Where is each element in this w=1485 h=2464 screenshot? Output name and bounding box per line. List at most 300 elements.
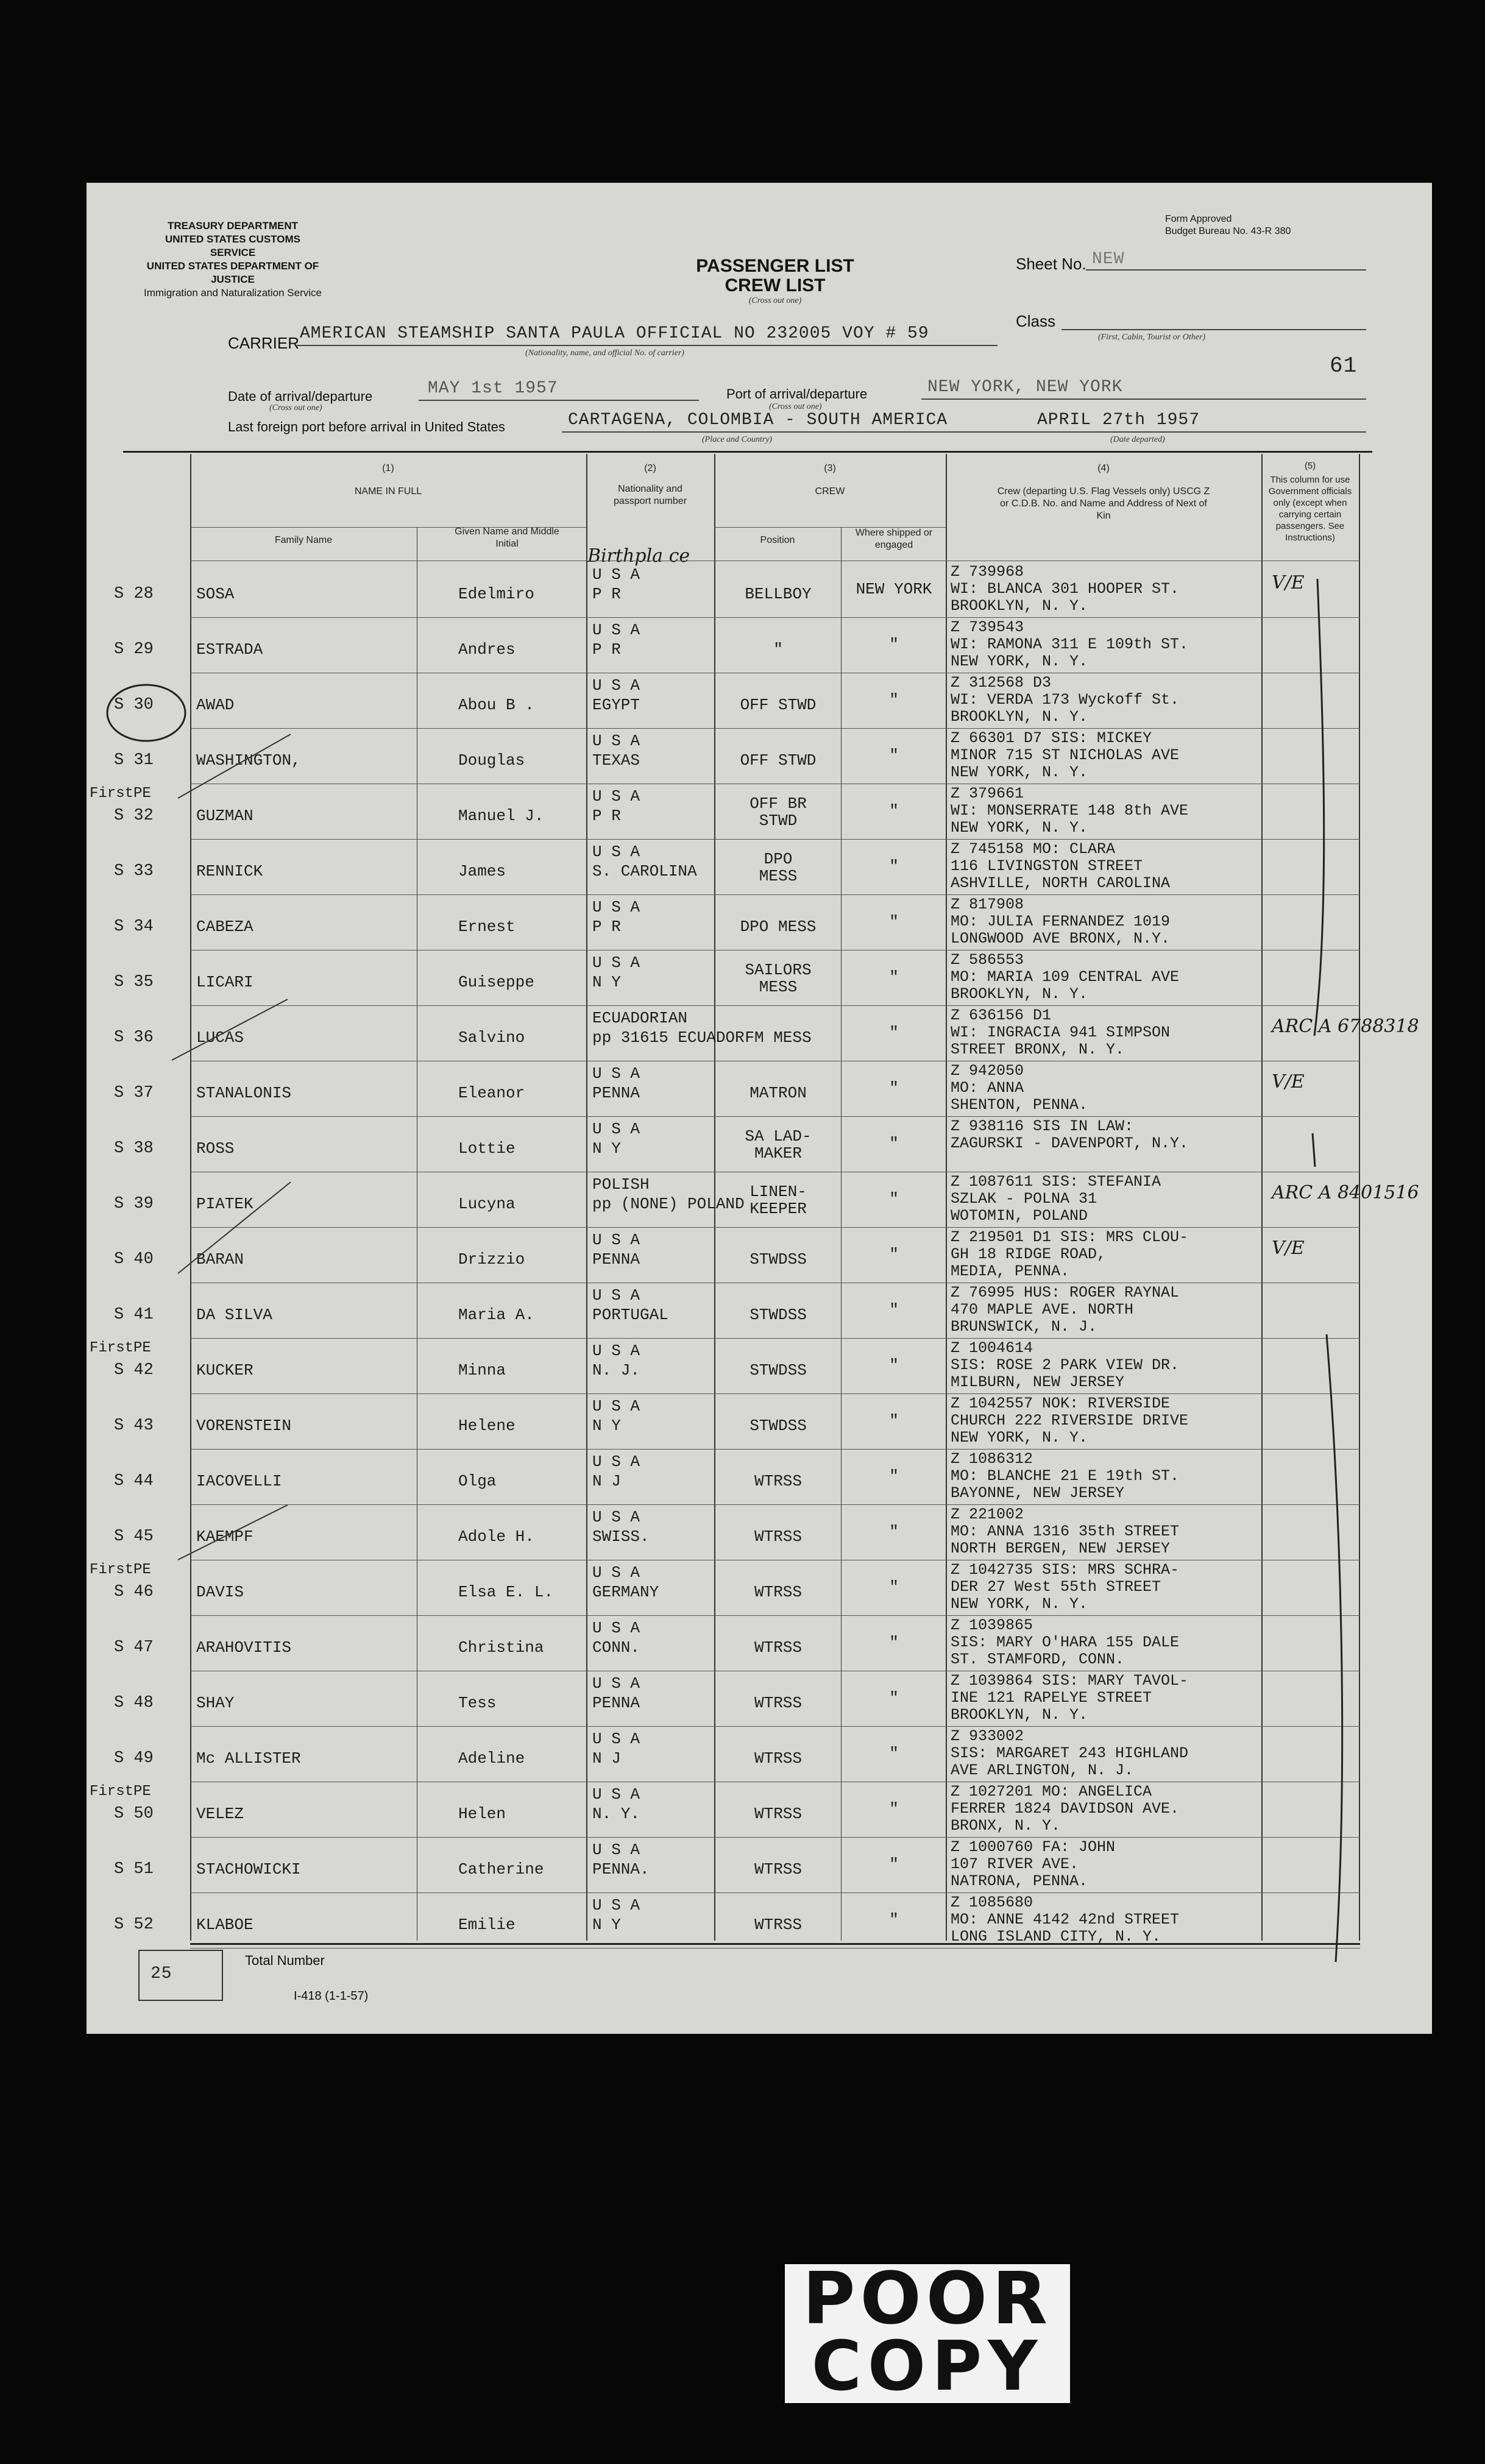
port-note: (Cross out one) [769, 402, 822, 411]
kin-line: MO: MARIA 109 CENTRAL AVE [951, 968, 1180, 986]
col1a-head: Family Name [274, 535, 333, 545]
kin-line: AVE ARLINGTON, N. J. [951, 1761, 1134, 1779]
nationality-line: P R [592, 640, 621, 659]
nationality-line: N. Y. [592, 1805, 640, 1823]
nationality-line: U S A [592, 1453, 640, 1471]
kin-line: Z 1004614 [951, 1339, 1033, 1357]
given-name: Tess [458, 1694, 497, 1712]
given-name: Edelmiro [458, 585, 534, 603]
position: WTRSS [754, 1638, 802, 1657]
kin-line: WI: INGRACIA 941 SIMPSON [951, 1024, 1171, 1041]
row-number: S 50 [114, 1805, 154, 1823]
nationality-line: U S A [592, 565, 640, 584]
kin-line: Z 942050 [951, 1062, 1024, 1080]
nationality-line: U S A [592, 1730, 640, 1748]
given-name: Olga [458, 1472, 497, 1490]
col2-title: Nationality and passport number [613, 484, 687, 506]
poor-copy-stamp [785, 2256, 1070, 2406]
given-name: Andres [458, 640, 516, 659]
family-name: IACOVELLI [196, 1472, 282, 1490]
form-approved-line: Budget Bureau No. 43-R 380 [1165, 226, 1291, 236]
kin-line: MINOR 715 ST NICHOLAS AVE [951, 746, 1180, 764]
kin-line: Z 312568 D3 [951, 674, 1052, 692]
kin-line: Z 76995 HUS: ROGER RAYNAL [951, 1284, 1180, 1301]
official-note: ARC A 6788318 [1272, 1016, 1419, 1037]
nationality-line: U S A [592, 1342, 640, 1360]
position: KEEPER [750, 1200, 807, 1218]
col3-num: (3) [824, 463, 836, 473]
kin-line: SZLAK - POLNA 31 [951, 1190, 1097, 1208]
nationality-line: N Y [592, 1916, 621, 1934]
nationality-line: PENNA. [592, 1860, 650, 1878]
nationality-line: N J [592, 1749, 621, 1768]
family-name: LUCAS [196, 1028, 244, 1047]
port-value: NEW YORK, NEW YORK [927, 378, 1123, 397]
where-shipped: " [889, 1578, 899, 1596]
kin-line: WI: BLANCA 301 HOOPER ST. [951, 580, 1180, 598]
where-shipped: " [889, 1523, 899, 1541]
slash-mark [172, 999, 288, 1060]
position: " [773, 640, 783, 659]
position: LINEN- [750, 1183, 807, 1201]
nationality-line: TEXAS [592, 751, 640, 770]
kin-line: LONGWOOD AVE BRONX, N.Y. [951, 930, 1171, 947]
kin-line: BRONX, N. Y. [951, 1817, 1061, 1835]
position: WTRSS [754, 1528, 802, 1546]
given-name: Adeline [458, 1749, 525, 1768]
nationality-line: U S A [592, 1397, 640, 1415]
kin-line: DER 27 West 55th STREET [951, 1578, 1161, 1596]
row-number: S 38 [114, 1139, 154, 1158]
agency-line: UNITED STATES CUSTOMS SERVICE [165, 233, 300, 258]
where-shipped: " [889, 802, 899, 820]
where-shipped: " [889, 1689, 899, 1707]
crew-list-sheet [87, 183, 1432, 2034]
nationality-line: PENNA [592, 1694, 640, 1712]
kin-line: 470 MAPLE AVE. NORTH [951, 1301, 1134, 1319]
kin-line: BROOKLYN, N. Y. [951, 708, 1088, 726]
kin-line: BROOKLYN, N. Y. [951, 597, 1088, 615]
nationality-line: U S A [592, 1674, 640, 1693]
kin-line: Z 933002 [951, 1727, 1024, 1745]
slash-mark [178, 734, 291, 798]
given-name: Minna [458, 1361, 506, 1379]
row-number: S 45 [114, 1528, 154, 1546]
where-shipped: " [889, 1245, 899, 1264]
kin-line: Z 739968 [951, 563, 1024, 581]
nationality-line: U S A [592, 1563, 640, 1582]
kin-line: MO: ANNE 4142 42nd STREET [951, 1911, 1180, 1928]
row-prefix-note: FirstPE [90, 785, 151, 802]
given-name: Emilie [458, 1916, 516, 1934]
kin-line: SHENTON, PENNA. [951, 1096, 1088, 1114]
agency-line: TREASURY DEPARTMENT [167, 220, 299, 232]
position: WTRSS [754, 1694, 802, 1712]
position: WTRSS [754, 1916, 802, 1934]
kin-line: BROOKLYN, N. Y. [951, 985, 1088, 1003]
nationality-line: pp 31615 ECUADOR [592, 1028, 745, 1047]
row-number: S 51 [114, 1860, 154, 1878]
nationality-line: U S A [592, 1841, 640, 1859]
kin-line: Z 1042557 NOK: RIVERSIDE [951, 1395, 1171, 1412]
position: MATRON [750, 1084, 807, 1102]
kin-line: Z 817908 [951, 896, 1024, 913]
kin-line: ST. STAMFORD, CONN. [951, 1651, 1125, 1668]
sheet-label: Sheet No. [1016, 255, 1086, 273]
given-name: Adole H. [458, 1528, 534, 1546]
nationality-line: EGYPT [592, 696, 640, 714]
kin-line: GH 18 RIDGE ROAD, [951, 1245, 1107, 1263]
carrier-value: AMERICAN STEAMSHIP SANTA PAULA OFFICIAL NO 232005 VOY # 59 [300, 324, 929, 343]
where-shipped: " [889, 1079, 899, 1097]
col3b-head: Where shipped or engaged [855, 528, 933, 550]
col3-title: CREW [815, 486, 845, 497]
family-name: ESTRADA [196, 640, 263, 659]
row-prefix-note: FirstPE [90, 1562, 151, 1578]
family-name: DA SILVA [196, 1306, 272, 1324]
kin-line: SIS: MARY O'HARA 155 DALE [951, 1634, 1180, 1651]
position: OFF BR [750, 795, 807, 813]
where-shipped: " [889, 1855, 899, 1874]
carrier-label: CARRIER [228, 334, 300, 352]
nationality-line: U S A [592, 898, 640, 916]
nationality-line: U S A [592, 676, 640, 695]
row-number: S 39 [114, 1195, 154, 1213]
kin-line: WOTOMIN, POLAND [951, 1207, 1088, 1225]
given-name: Abou B . [458, 696, 534, 714]
position: DPO MESS [740, 918, 817, 936]
where-shipped: " [889, 1634, 899, 1652]
col5-num: (5) [1304, 461, 1316, 471]
position: WTRSS [754, 1749, 802, 1768]
col1-title: NAME IN FULL [354, 486, 422, 497]
kin-line: Z 1087611 SIS: STEFANIA [951, 1173, 1161, 1191]
nationality-line: U S A [592, 1231, 640, 1249]
family-name: VELEZ [196, 1805, 244, 1823]
lastport-label: Last foreign port before arrival in United States [228, 419, 505, 434]
position: FM MESS [745, 1028, 812, 1047]
row-number: S 52 [114, 1916, 154, 1934]
kin-line: CHURCH 222 RIVERSIDE DRIVE [951, 1412, 1189, 1429]
position: MAKER [754, 1144, 802, 1163]
family-name: SOSA [196, 585, 235, 603]
row-number: S 36 [114, 1028, 154, 1047]
nationality-line: U S A [592, 1785, 640, 1804]
row-number: S 40 [114, 1250, 154, 1269]
arrival-note: (Cross out one) [269, 403, 322, 412]
where-shipped: " [889, 913, 899, 931]
position: SA LAD- [745, 1127, 812, 1145]
family-name: SHAY [196, 1694, 235, 1712]
slash-mark [178, 1182, 291, 1273]
kin-line: Z 586553 [951, 951, 1024, 969]
given-name: Guiseppe [458, 973, 534, 991]
family-name: AWAD [196, 696, 235, 714]
given-name: Drizzio [458, 1250, 525, 1269]
where-shipped: NEW YORK [856, 580, 932, 598]
nationality-line: S. CAROLINA [592, 862, 697, 880]
kin-line: ASHVILLE, NORTH CAROLINA [951, 874, 1171, 892]
family-name: KAEMPF [196, 1528, 253, 1546]
position: WTRSS [754, 1472, 802, 1490]
row-number: S 37 [114, 1084, 154, 1102]
kin-line: Z 1086312 [951, 1450, 1033, 1468]
crew-list-title: CREW LIST [725, 275, 826, 296]
slash-mark [178, 1505, 288, 1560]
nationality-line: N. J. [592, 1361, 640, 1379]
kin-line: Z 1039865 [951, 1616, 1033, 1634]
kin-line: Z 221002 [951, 1506, 1024, 1523]
date-departed-value: APRIL 27th 1957 [1037, 411, 1200, 430]
family-name: PIATEK [196, 1195, 253, 1213]
position: OFF STWD [740, 751, 817, 770]
official-note: V/E [1272, 1237, 1305, 1259]
col3a-head: Position [760, 535, 795, 545]
position: SAILORS [745, 961, 812, 979]
lastport-note: (Place and Country) [702, 435, 773, 444]
nationality-line: U S A [592, 787, 640, 805]
nationality-line: P R [592, 585, 621, 603]
kin-line: MO: BLANCHE 21 E 19th ST. [951, 1467, 1180, 1485]
family-name: STANALONIS [196, 1084, 292, 1102]
date-departed-note: (Date departed) [1110, 435, 1165, 444]
position: MESS [759, 978, 798, 996]
family-name: CABEZA [196, 918, 253, 936]
position: WTRSS [754, 1860, 802, 1878]
col2-handwritten: Birthpla ce [587, 545, 690, 567]
given-name: James [458, 862, 506, 880]
row-number: S 46 [114, 1583, 154, 1601]
given-name: Douglas [458, 751, 525, 770]
stamp-line: COPY [811, 2327, 1044, 2406]
kin-line: Z 219501 D1 SIS: MRS CLOU- [951, 1228, 1189, 1246]
total-value: 25 [151, 1964, 172, 1983]
nationality-line: pp (NONE) POLAND [592, 1195, 745, 1213]
family-name: DAVIS [196, 1583, 244, 1601]
cross-out-note: (Cross out one) [748, 296, 802, 305]
position: WTRSS [754, 1583, 802, 1601]
nationality-line: N J [592, 1472, 621, 1490]
kin-line: BROOKLYN, N. Y. [951, 1706, 1088, 1724]
kin-line: MO: JULIA FERNANDEZ 1019 [951, 913, 1171, 930]
nationality-line: U S A [592, 954, 640, 972]
port-label: Port of arrival/departure [726, 386, 868, 402]
kin-line: NEW YORK, N. Y. [951, 653, 1088, 670]
nationality-line: POLISH [592, 1175, 650, 1194]
kin-line: Z 1085680 [951, 1894, 1033, 1911]
nationality-line: U S A [592, 1064, 640, 1083]
kin-line: NEW YORK, N. Y. [951, 819, 1088, 837]
kin-line: NORTH BERGEN, NEW JERSEY [951, 1540, 1171, 1557]
nationality-line: N Y [592, 1139, 621, 1158]
where-shipped: " [889, 968, 899, 986]
row-number: S 42 [114, 1361, 154, 1379]
given-name: Catherine [458, 1860, 544, 1878]
nationality-line: PENNA [592, 1250, 640, 1269]
row-number: S 32 [114, 807, 154, 825]
nationality-line: U S A [592, 1896, 640, 1914]
row-number: S 35 [114, 973, 154, 991]
family-name: ROSS [196, 1139, 235, 1158]
form-approved-line: Form Approved [1165, 214, 1232, 224]
position: STWDSS [750, 1250, 807, 1269]
where-shipped: " [889, 1301, 899, 1319]
agency-line: Immigration and Naturalization Service [144, 287, 322, 299]
official-note: V/E [1272, 1071, 1305, 1092]
kin-line: Z 1027201 MO: ANGELICA [951, 1783, 1152, 1800]
total-box [138, 1950, 223, 2001]
official-note: ARC A 8401516 [1272, 1182, 1419, 1203]
where-shipped: " [889, 691, 899, 709]
vertical-stroke-mark [1314, 579, 1324, 1036]
kin-line: ZAGURSKI - DAVENPORT, N.Y. [951, 1135, 1189, 1152]
row-number: S 47 [114, 1638, 154, 1657]
nationality-line: PENNA [592, 1084, 640, 1102]
tick-mark [1313, 1133, 1315, 1167]
col4-title: Crew (departing U.S. Flag Vessels only) USCG Z or C.D.B. No. and Name and Address of Next of Kin [997, 486, 1210, 521]
kin-line: 107 RIVER AVE. [951, 1855, 1079, 1873]
kin-line: MO: ANNA 1316 35th STREET [951, 1523, 1180, 1540]
position: DPO [764, 850, 793, 868]
kin-line: MO: ANNA [951, 1079, 1024, 1097]
given-name: Salvino [458, 1028, 525, 1047]
kin-line: WI: RAMONA 311 E 109th ST. [951, 635, 1189, 653]
position: STWDSS [750, 1361, 807, 1379]
given-name: Ernest [458, 918, 516, 936]
row-number: S 33 [114, 862, 154, 880]
row-number: S 34 [114, 918, 154, 936]
position: STWD [759, 812, 798, 830]
family-name: Mc ALLISTER [196, 1749, 301, 1768]
form-number: I-418 (1-1-57) [294, 1989, 369, 2003]
position: OFF STWD [740, 696, 817, 714]
kin-line: INE 121 RAPELYE STREET [951, 1689, 1152, 1707]
kin-line: LONG ISLAND CITY, N. Y. [951, 1928, 1161, 1945]
family-name: VORENSTEIN [196, 1417, 292, 1435]
kin-line: NEW YORK, N. Y. [951, 1429, 1088, 1446]
kin-line: Z 1000760 FA: JOHN [951, 1838, 1116, 1856]
family-name: RENNICK [196, 862, 263, 880]
family-name: ARAHOVITIS [196, 1638, 292, 1657]
kin-line: 116 LIVINGSTON STREET [951, 857, 1143, 875]
kin-line: SIS: MARGARET 243 HIGHLAND [951, 1744, 1189, 1762]
col2-num: (2) [644, 463, 656, 473]
row-number: S 43 [114, 1417, 154, 1435]
kin-line: NEW YORK, N. Y. [951, 1595, 1088, 1613]
kin-line: Z 745158 MO: CLARA [951, 840, 1116, 858]
position: BELLBOY [745, 585, 812, 603]
where-shipped: " [889, 1744, 899, 1763]
position: STWDSS [750, 1417, 807, 1435]
family-name: BARAN [196, 1250, 244, 1269]
given-name: Christina [458, 1638, 544, 1657]
row-number: S 31 [114, 751, 154, 770]
row-number: S 29 [114, 640, 154, 659]
stamp-line: POOR [803, 2256, 1052, 2340]
kin-line: WI: MONSERRATE 148 8th AVE [951, 802, 1189, 820]
row-number: S 41 [114, 1306, 154, 1324]
nationality-line: P R [592, 918, 621, 936]
position: STWDSS [750, 1306, 807, 1324]
nationality-line: ECUADORIAN [592, 1009, 688, 1027]
given-name: Lucyna [458, 1195, 516, 1213]
given-name: Maria A. [458, 1306, 534, 1324]
family-name: KLABOE [196, 1916, 253, 1934]
where-shipped: " [889, 1024, 899, 1042]
where-shipped: " [889, 1135, 899, 1153]
where-shipped: " [889, 746, 899, 765]
kin-line: BAYONNE, NEW JERSEY [951, 1484, 1125, 1502]
kin-line: WI: VERDA 173 Wyckoff St. [951, 691, 1180, 709]
kin-line: Z 1039864 SIS: MARY TAVOL- [951, 1672, 1189, 1690]
nationality-line: U S A [592, 621, 640, 639]
kin-line: MEDIA, PENNA. [951, 1262, 1070, 1280]
official-note: V/E [1272, 572, 1305, 593]
row-number: S 44 [114, 1472, 154, 1490]
row-number: S 28 [114, 585, 154, 603]
kin-line: Z 379661 [951, 785, 1024, 802]
where-shipped: " [889, 635, 899, 654]
where-shipped: " [889, 1190, 899, 1208]
class-label: Class [1016, 312, 1056, 330]
where-shipped: " [889, 1911, 899, 1929]
vertical-stroke-mark [1327, 1334, 1342, 1962]
sheet-value: NEW [1092, 250, 1125, 269]
given-name: Manuel J. [458, 807, 544, 825]
nationality-line: N Y [592, 1417, 621, 1435]
kin-line: NEW YORK, N. Y. [951, 763, 1088, 781]
family-name: GUZMAN [196, 807, 253, 825]
position: MESS [759, 867, 798, 885]
class-note: (First, Cabin, Tourist or Other) [1098, 333, 1206, 342]
kin-line: Z 66301 D7 SIS: MICKEY [951, 729, 1152, 747]
carrier-note: (Nationality, name, and official No. of carrier) [525, 349, 684, 358]
total-label: Total Number [245, 1953, 325, 1968]
kin-line: SIS: ROSE 2 PARK VIEW DR. [951, 1356, 1180, 1374]
agency-line: UNITED STATES DEPARTMENT OF JUSTICE [146, 260, 319, 285]
nationality-line: U S A [592, 843, 640, 861]
given-name: Lottie [458, 1139, 516, 1158]
given-name: Helene [458, 1417, 516, 1435]
kin-line: Z 1042735 SIS: MRS SCHRA- [951, 1561, 1180, 1579]
kin-line: BRUNSWICK, N. J. [951, 1318, 1097, 1336]
where-shipped: " [889, 1800, 899, 1818]
kin-line: STREET BRONX, N. Y. [951, 1041, 1125, 1058]
position: WTRSS [754, 1805, 802, 1823]
nationality-line: PORTUGAL [592, 1306, 668, 1324]
row-prefix-note: FirstPE [90, 1340, 151, 1356]
nationality-line: U S A [592, 1508, 640, 1526]
given-name: Helen [458, 1805, 506, 1823]
nationality-line: P R [592, 807, 621, 825]
col1b-head: Given Name and Middle Initial [455, 526, 559, 549]
family-name: LICARI [196, 973, 253, 991]
handwritten-marks [87, 183, 1432, 2034]
col1-num: (1) [382, 463, 394, 473]
row-number: S 49 [114, 1749, 154, 1768]
passenger-list-title: PASSENGER LIST [696, 256, 854, 276]
family-name: STACHOWICKI [196, 1860, 301, 1878]
circle-mark [107, 685, 185, 741]
col5-title: This column for use Government officials only (except when carrying certain passengers. See Instructions) [1268, 475, 1352, 543]
arrival-value: MAY 1st 1957 [428, 379, 558, 398]
where-shipped: " [889, 1356, 899, 1375]
nationality-line: CONN. [592, 1638, 640, 1657]
where-shipped: " [889, 1412, 899, 1430]
nationality-line: GERMANY [592, 1583, 659, 1601]
family-name: KUCKER [196, 1361, 253, 1379]
kin-line: NATRONA, PENNA. [951, 1872, 1088, 1890]
